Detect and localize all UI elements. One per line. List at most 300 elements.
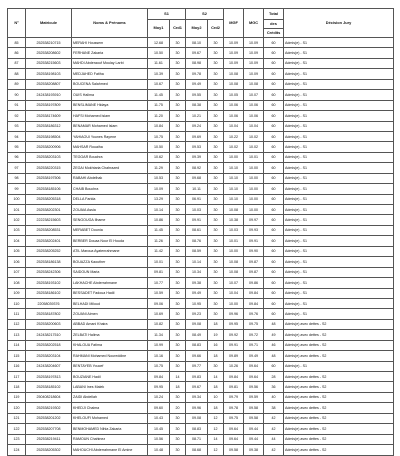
cell-name: LABANI Ines Malek <box>72 382 148 392</box>
table-row <box>8 288 394 298</box>
cell-mgc: 09.84 <box>244 298 264 308</box>
cell-crd2: 30 <box>208 225 224 235</box>
cell-moy1: 11.42 <box>148 246 170 256</box>
cell-mgc: 09.71 <box>244 340 264 350</box>
cell-mgf: 09.92 <box>224 330 244 340</box>
cell-matricule: 252538186138 <box>26 257 72 267</box>
cell-crd2: 30 <box>208 205 224 215</box>
cell-matricule: 252538197809 <box>26 100 72 110</box>
cell-mgc: 09.64 <box>244 372 264 382</box>
cell-name: BERBER Douaa Nour El Houda <box>72 236 148 246</box>
cell-num: 108 <box>8 278 26 288</box>
cell-name: ATIL Maroua Ayatenrahmane <box>72 246 148 256</box>
cell-name: ZOUAIA Assia <box>72 205 148 215</box>
cell-moy1: 11.45 <box>148 225 170 235</box>
cell-total-credits: 48 <box>264 351 284 361</box>
cell-mgf: 10.08 <box>224 267 244 277</box>
cell-mgc: 10.06 <box>244 111 264 121</box>
cell-crd1: 30 <box>170 194 186 204</box>
results-sheet <box>7 8 393 456</box>
header-mgf: MGF <box>224 9 244 38</box>
cell-moy2: 09.34 <box>186 392 208 402</box>
cell-num: 94 <box>8 131 26 141</box>
cell-crd1: 30 <box>170 351 186 361</box>
cell-matricule: 252538219302 <box>26 403 72 413</box>
cell-matricule: 252538203104 <box>26 351 72 361</box>
cell-moy2: 09.55 <box>186 90 208 100</box>
cell-moy2: 09.66 <box>186 351 208 361</box>
cell-moy2: 09.83 <box>186 372 208 382</box>
cell-mgf: 09.79 <box>224 392 244 402</box>
table-row <box>8 58 394 68</box>
cell-decision: Admis(e) - S1 <box>284 100 394 110</box>
cell-num: 98 <box>8 173 26 183</box>
cell-mgc: 09.84 <box>244 288 264 298</box>
table-row <box>8 434 394 444</box>
cell-mgf: 10.07 <box>224 278 244 288</box>
cell-num: 99 <box>8 184 26 194</box>
cell-mgc: 09.59 <box>244 392 264 402</box>
cell-decision: Admis(e) avec dettes - S2 <box>284 434 394 444</box>
cell-moy1: 10.77 <box>148 278 170 288</box>
cell-decision: Admis(e) - S1 <box>284 142 394 152</box>
cell-name: ZAIDI Abdellah <box>72 392 148 402</box>
cell-num: 93 <box>8 121 26 131</box>
cell-num: 86 <box>8 48 26 58</box>
table-row <box>8 382 394 392</box>
cell-decision: Admis(e) - S1 <box>284 131 394 141</box>
table-row <box>8 131 394 141</box>
cell-total-credits: 60 <box>264 69 284 79</box>
cell-crd2: 30 <box>208 58 224 68</box>
cell-moy2: 10.34 <box>186 267 208 277</box>
table-row <box>8 392 394 402</box>
cell-mgc: 09.87 <box>244 267 264 277</box>
cell-moy1: 09.81 <box>148 267 170 277</box>
cell-moy1: 10.56 <box>148 434 170 444</box>
cell-num: 122 <box>8 424 26 434</box>
table-row <box>8 69 394 79</box>
cell-decision: Admis(e) - S1 <box>284 257 394 267</box>
cell-crd2: 30 <box>208 152 224 162</box>
cell-num: 97 <box>8 163 26 173</box>
cell-crd2: 19 <box>208 330 224 340</box>
cell-name: BESSADET Fadoua Hadil <box>72 288 148 298</box>
cell-crd2: 18 <box>208 319 224 329</box>
cell-num: 119 <box>8 392 26 402</box>
cell-mgf: 10.06 <box>224 111 244 121</box>
cell-matricule: 222238215603 <box>26 215 72 225</box>
cell-crd1: 30 <box>170 246 186 256</box>
header-matricule: Matricule <box>26 9 72 38</box>
cell-mgf: 10.08 <box>224 69 244 79</box>
cell-crd2: 14 <box>208 372 224 382</box>
cell-crd1: 30 <box>170 152 186 162</box>
table-row <box>8 194 394 204</box>
cell-total-credits: 42 <box>264 413 284 423</box>
cell-total-credits: 60 <box>264 298 284 308</box>
cell-decision: Admis(e) - S1 <box>284 205 394 215</box>
cell-crd1: 30 <box>170 173 186 183</box>
cell-crd1: 30 <box>170 424 186 434</box>
cell-crd2: 30 <box>208 69 224 79</box>
cell-moy2: 08.61 <box>186 225 208 235</box>
cell-num: 90 <box>8 90 26 100</box>
cell-num: 112 <box>8 319 26 329</box>
cell-total-credits: 60 <box>264 79 284 89</box>
cell-mgf: 10.09 <box>224 58 244 68</box>
table-row <box>8 246 394 256</box>
header-total-3: Crédits <box>264 29 284 38</box>
cell-num: 123 <box>8 434 26 444</box>
cell-mgf: 10.06 <box>224 100 244 110</box>
cell-mgf: 10.08 <box>224 79 244 89</box>
table-row <box>8 351 394 361</box>
table-row <box>8 319 394 329</box>
cell-total-credits: 60 <box>264 225 284 235</box>
cell-matricule: 252538174609 <box>26 111 72 121</box>
cell-crd1: 30 <box>170 111 186 121</box>
cell-crd2: 30 <box>208 246 224 256</box>
cell-total-credits: 60 <box>264 100 284 110</box>
cell-moy2: 08.49 <box>186 330 208 340</box>
header-decision: Décision Jury <box>284 9 394 38</box>
cell-mgc: 09.38 <box>244 445 264 455</box>
cell-name: KHELOUFI Mohamed <box>72 413 148 423</box>
cell-matricule: 252538205302 <box>26 445 72 455</box>
cell-mgf: 09.75 <box>224 413 244 423</box>
cell-total-credits: 60 <box>264 184 284 194</box>
cell-matricule: 252538202518 <box>26 340 72 350</box>
cell-crd1: 30 <box>170 330 186 340</box>
cell-decision: Admis(e) - S1 <box>284 194 394 204</box>
cell-moy2: 08.38 <box>186 100 208 110</box>
cell-moy1: 11.20 <box>148 111 170 121</box>
cell-mgc: 10.07 <box>244 90 264 100</box>
cell-crd1: 30 <box>170 142 186 152</box>
cell-moy1: 10.16 <box>148 351 170 361</box>
cell-mgf: 10.05 <box>224 90 244 100</box>
cell-mgf: 10.00 <box>224 152 244 162</box>
cell-crd2: 30 <box>208 121 224 131</box>
cell-crd1: 30 <box>170 288 186 298</box>
cell-total-credits: 40 <box>264 392 284 402</box>
cell-matricule: 252538185102 <box>26 382 72 392</box>
cell-matricule: 252538208531 <box>26 225 72 235</box>
cell-crd1: 30 <box>170 121 186 131</box>
cell-num: 96 <box>8 152 26 162</box>
cell-crd2: 12 <box>208 413 224 423</box>
cell-crd2: 10 <box>208 392 224 402</box>
cell-matricule: 252538200906 <box>26 142 72 152</box>
cell-mgf: 10.00 <box>224 298 244 308</box>
cell-mgf: 09.64 <box>224 424 244 434</box>
cell-total-credits: 60 <box>264 38 284 48</box>
cell-mgc: 10.01 <box>244 152 264 162</box>
cell-total-credits: 60 <box>264 90 284 100</box>
cell-mgc: 10.02 <box>244 131 264 141</box>
cell-total-credits: 60 <box>264 246 284 256</box>
cell-mgc: 09.91 <box>244 236 264 246</box>
cell-mgc: 09.58 <box>244 413 264 423</box>
cell-moy2: 10.95 <box>186 298 208 308</box>
table-row <box>8 90 394 100</box>
cell-mgf: 10.03 <box>224 225 244 235</box>
results-table <box>7 8 394 456</box>
table-row <box>8 413 394 423</box>
cell-crd2: 30 <box>208 184 224 194</box>
table-row <box>8 278 394 288</box>
cell-name: YAHIAOUI Younes Rayene <box>72 131 148 141</box>
cell-num: 105 <box>8 246 26 256</box>
cell-matricule: 252538197813 <box>26 372 72 382</box>
cell-moy2: 09.78 <box>186 69 208 79</box>
cell-crd2: 30 <box>208 48 224 58</box>
cell-matricule: 252538202301 <box>26 205 72 215</box>
cell-crd2: 30 <box>208 215 224 225</box>
cell-moy1: 10.59 <box>148 288 170 298</box>
cell-mgf: 09.95 <box>224 319 244 329</box>
cell-moy1: 09.60 <box>148 403 170 413</box>
cell-matricule: 252538187802 <box>26 309 72 319</box>
cell-mgc: 09.97 <box>244 215 264 225</box>
cell-decision: Admis(e) - S1 <box>284 267 394 277</box>
cell-total-credits: 60 <box>264 131 284 141</box>
cell-crd2: 30 <box>208 38 224 48</box>
cell-decision: Admis(e) - S1 <box>284 298 394 308</box>
cell-name: BELHADI Miloud <box>72 298 148 308</box>
cell-name: RABAHI Abdelhak <box>72 173 148 183</box>
cell-mgf: 10.10 <box>224 163 244 173</box>
cell-crd2: 30 <box>208 194 224 204</box>
cell-crd2: 18 <box>208 382 224 392</box>
cell-decision: Admis(e) - S1 <box>284 361 394 371</box>
cell-decision: Admis(e) avec dettes - S2 <box>284 445 394 455</box>
cell-mgc: 10.06 <box>244 100 264 110</box>
cell-crd2: 30 <box>208 267 224 277</box>
cell-mgc: 10.09 <box>244 69 264 79</box>
table-body <box>8 38 394 456</box>
header-crd2: Crd2 <box>208 20 224 38</box>
cell-num: 115 <box>8 351 26 361</box>
cell-decision: Admis(e) avec dettes - S2 <box>284 351 394 361</box>
table-row <box>8 361 394 371</box>
cell-name: MEDJAHED Fatiha <box>72 69 148 79</box>
cell-matricule: 252538197506 <box>26 173 72 183</box>
cell-moy2: 09.08 <box>186 413 208 423</box>
cell-matricule: 242438193910 <box>26 90 72 100</box>
table-row <box>8 79 394 89</box>
cell-decision: Admis(e) - S1 <box>284 246 394 256</box>
cell-name: BENTAYEB Youcef <box>72 361 148 371</box>
header-total-1: Total <box>264 9 284 20</box>
cell-crd1: 30 <box>170 340 186 350</box>
cell-crd2: 30 <box>208 79 224 89</box>
cell-moy1: 10.53 <box>148 173 170 183</box>
cell-crd1: 30 <box>170 319 186 329</box>
cell-moy1: 10.99 <box>148 340 170 350</box>
cell-mgf: 09.91 <box>224 340 244 350</box>
cell-name: DELLA Farida <box>72 194 148 204</box>
cell-decision: Admis(e) - S1 <box>284 184 394 194</box>
cell-mgf: 10.08 <box>224 205 244 215</box>
cell-moy2: 09.39 <box>186 152 208 162</box>
cell-crd1: 30 <box>170 413 186 423</box>
cell-moy1: 10.48 <box>148 445 170 455</box>
cell-moy2: 09.24 <box>186 121 208 131</box>
cell-num: 114 <box>8 340 26 350</box>
cell-num: 91 <box>8 100 26 110</box>
cell-moy1: 10.01 <box>148 257 170 267</box>
cell-decision: Admis(e) - S1 <box>284 48 394 58</box>
cell-moy2: 10.03 <box>186 205 208 215</box>
cell-total-credits: 42 <box>264 445 284 455</box>
cell-total-credits: 60 <box>264 58 284 68</box>
cell-name: TEGGAR Bouchra <box>72 152 148 162</box>
cell-moy1: 10.75 <box>148 131 170 141</box>
cell-name: ZELBATI Halima <box>72 330 148 340</box>
cell-moy1: 10.39 <box>148 69 170 79</box>
cell-mgc: 10.00 <box>244 184 264 194</box>
cell-moy2: 09.67 <box>186 382 208 392</box>
cell-moy2: 09.67 <box>186 48 208 58</box>
cell-crd1: 30 <box>170 205 186 215</box>
cell-moy1: 09.06 <box>148 298 170 308</box>
cell-total-credits: 38 <box>264 403 284 413</box>
cell-decision: Admis(e) - S1 <box>284 69 394 79</box>
cell-num: 117 <box>8 372 26 382</box>
cell-name: BENMOHAMED Nihla Zakaria <box>72 424 148 434</box>
cell-mgf: 09.64 <box>224 434 244 444</box>
cell-matricule: 252538242306 <box>26 267 72 277</box>
header-num: N° <box>8 9 26 38</box>
cell-decision: Admis(e) avec dettes - S2 <box>284 340 394 350</box>
cell-mgc: 09.90 <box>244 246 264 256</box>
cell-moy2: 09.77 <box>186 361 208 371</box>
cell-num: 89 <box>8 79 26 89</box>
cell-name: SENGOUGA Ilhame <box>72 215 148 225</box>
cell-name: BENAMAR Mohamed Islam <box>72 121 148 131</box>
cell-name: LAKHACHE Abderrahmane <box>72 278 148 288</box>
cell-moy1: 10.50 <box>148 48 170 58</box>
cell-matricule: 252538219411 <box>26 434 72 444</box>
cell-total-credits: 36 <box>264 382 284 392</box>
cell-crd1: 30 <box>170 257 186 267</box>
cell-crd1: 30 <box>170 131 186 141</box>
cell-name: ABBAD Amani Khaira <box>72 319 148 329</box>
cell-mgc: 09.72 <box>244 330 264 340</box>
cell-moy1: 09.84 <box>148 372 170 382</box>
cell-num: 103 <box>8 225 26 235</box>
cell-total-credits: 46 <box>264 340 284 350</box>
table-row <box>8 257 394 267</box>
cell-num: 104 <box>8 236 26 246</box>
cell-crd1: 30 <box>170 58 186 68</box>
cell-crd1: 30 <box>170 90 186 100</box>
cell-mgf: 10.10 <box>224 184 244 194</box>
cell-moy2: 10.21 <box>186 111 208 121</box>
cell-name: RAHMANI Mohamed Noureddine <box>72 351 148 361</box>
cell-crd1: 30 <box>170 38 186 48</box>
cell-moy2: 06.91 <box>186 194 208 204</box>
table-row <box>8 100 394 110</box>
cell-moy2: 08.98 <box>186 58 208 68</box>
cell-crd2: 30 <box>208 361 224 371</box>
cell-num: 121 <box>8 413 26 423</box>
cell-name: BOUZIANE Hadil <box>72 372 148 382</box>
cell-crd1: 30 <box>170 445 186 455</box>
cell-mgc: 09.56 <box>244 382 264 392</box>
cell-crd2: 30 <box>208 288 224 298</box>
cell-crd1: 30 <box>170 361 186 371</box>
cell-decision: Admis(e) avec dettes - S2 <box>284 392 394 402</box>
cell-crd2: 30 <box>208 236 224 246</box>
cell-decision: Admis(e) - S1 <box>284 309 394 319</box>
cell-matricule: 252538200603 <box>26 319 72 329</box>
table-row <box>8 424 394 434</box>
cell-total-credits: 60 <box>264 361 284 371</box>
cell-crd1: 30 <box>170 48 186 58</box>
cell-matricule: 252538193102 <box>26 278 72 288</box>
cell-total-credits: 60 <box>264 48 284 58</box>
cell-moy2: 09.53 <box>186 142 208 152</box>
cell-matricule: 242438217510 <box>26 330 72 340</box>
cell-num: 109 <box>8 288 26 298</box>
cell-name: KHEDJI Chaima <box>72 403 148 413</box>
table-row <box>8 205 394 215</box>
cell-moy1: 09.95 <box>148 382 170 392</box>
table-row <box>8 267 394 277</box>
cell-decision: Admis(e) avec dettes - S2 <box>284 424 394 434</box>
cell-matricule: 252538215603 <box>26 58 72 68</box>
table-row <box>8 225 394 235</box>
table-row <box>8 184 394 194</box>
cell-name: ZEGAI Mokhtaria Chahrazed <box>72 163 148 173</box>
header-crd1: Crd1 <box>170 20 186 38</box>
cell-decision: Admis(e) - S1 <box>284 278 394 288</box>
cell-mgc: 10.09 <box>244 58 264 68</box>
cell-crd1: 30 <box>170 434 186 444</box>
cell-matricule: 252538205318 <box>26 194 72 204</box>
cell-mgf: 09.78 <box>224 403 244 413</box>
cell-num: 87 <box>8 58 26 68</box>
table-row <box>8 121 394 131</box>
table-row <box>8 309 394 319</box>
cell-mgf: 10.08 <box>224 257 244 267</box>
cell-mgc: 09.64 <box>244 361 264 371</box>
cell-crd2: 30 <box>208 298 224 308</box>
cell-mgc: 09.44 <box>244 434 264 444</box>
cell-moy1: 10.67 <box>148 79 170 89</box>
cell-matricule: 252538198103 <box>26 69 72 79</box>
cell-crd2: 30 <box>208 173 224 183</box>
cell-name: MERAHI Houssem <box>72 38 148 48</box>
cell-crd2: 18 <box>208 351 224 361</box>
cell-decision: Admis(e) - S1 <box>284 215 394 225</box>
cell-name: BOUCENA Salahmed <box>72 79 148 89</box>
cell-total-credits: 60 <box>264 267 284 277</box>
cell-num: 85 <box>8 38 26 48</box>
cell-matricule: 252538208807 <box>26 79 72 89</box>
cell-moy2: 08.92 <box>186 163 208 173</box>
cell-decision: Admis(e) - S1 <box>284 90 394 100</box>
cell-total-credits: 60 <box>264 111 284 121</box>
table-row <box>8 142 394 152</box>
cell-matricule: 252538198504 <box>26 131 72 141</box>
cell-num: 92 <box>8 111 26 121</box>
cell-total-credits: 60 <box>264 215 284 225</box>
cell-matricule: 242438204607 <box>26 361 72 371</box>
